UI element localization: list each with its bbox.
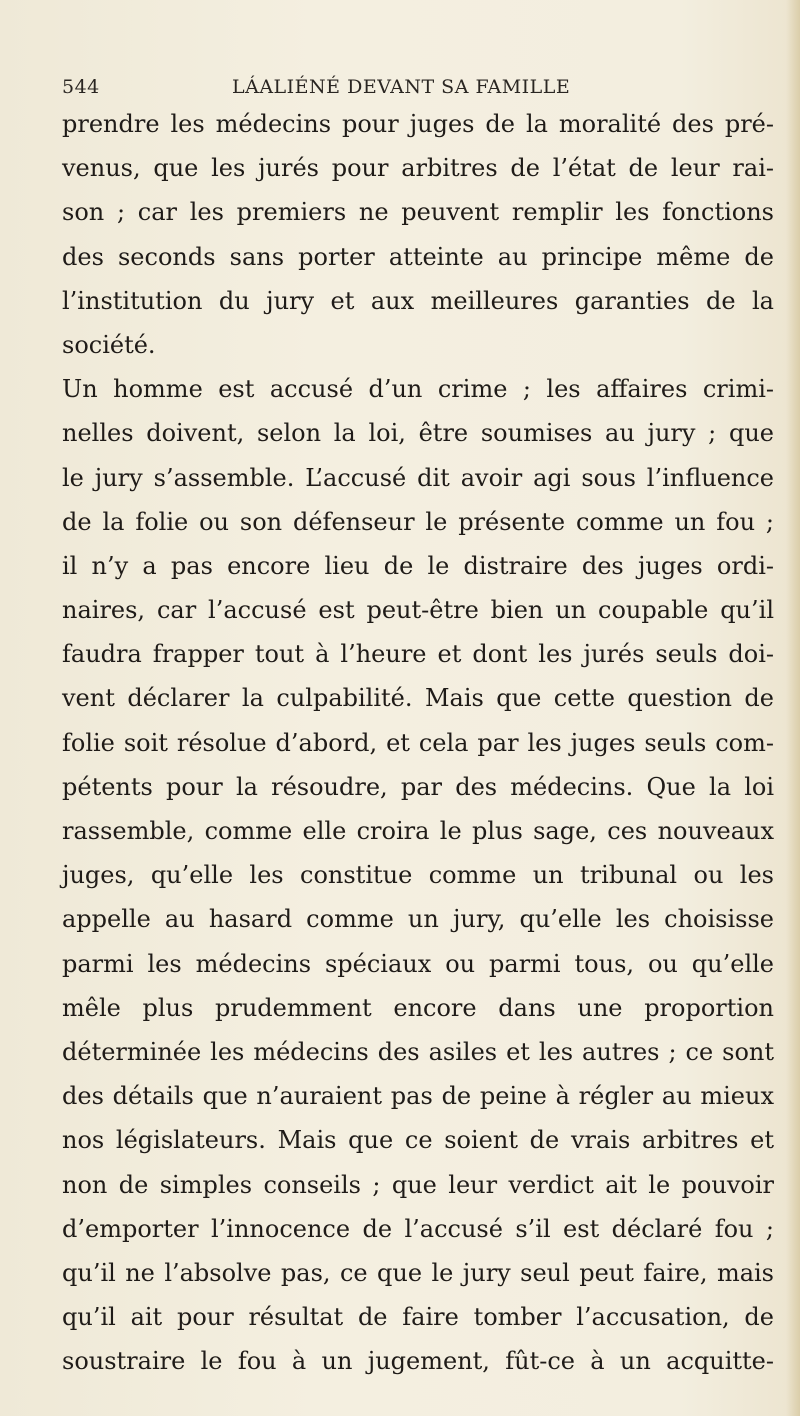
text-line: non de simples conseils ; que leur verdict ait le pouvoir <box>62 1170 774 1199</box>
page-number: 544 <box>62 76 100 98</box>
text-line: il n’y a pas encore lieu de le distraire des juges ordi- <box>62 551 774 580</box>
text-line: juges, qu’elle les constitue comme un tribunal ou les <box>62 861 774 890</box>
body-text <box>62 102 774 1383</box>
text-line: naires, car l’accusé est peut-être bien un coupable qu’il <box>62 596 774 625</box>
text-line: le jury s’assemble. L’accusé dit avoir agi sous l’influence <box>62 463 774 492</box>
text-line: soustraire le fou à un jugement, fût-ce à un acquitte- <box>62 1347 774 1376</box>
text-line: appelle au hasard comme un jury, qu’elle les choisisse <box>62 905 774 934</box>
running-head-title: LÁALIÉNÉ DEVANT SA FAMILLE <box>232 76 571 98</box>
text-line: venus, que les jurés pour arbitres de l’état de leur rai- <box>62 154 774 183</box>
text-line: parmi les médecins spéciaux ou parmi tous, ou qu’elle <box>62 949 774 978</box>
text-line: l’institution du jury et aux meilleures garanties de la <box>62 286 774 315</box>
text-line: société. <box>62 330 156 359</box>
text-line: qu’il ait pour résultat de faire tomber l’accusation, de <box>62 1303 774 1332</box>
text-line: prendre les médecins pour juges de la moralité des pré- <box>62 110 774 138</box>
text-line: son ; car les premiers ne peuvent remplir les fonctions <box>62 198 774 227</box>
paragraph-start-line: Un homme est accusé d’un crime ; les affaires crimi- <box>62 375 774 404</box>
text-line: rassemble, comme elle croira le plus sage, ces nouveaux <box>62 817 774 845</box>
text-line: des détails que n’auraient pas de peine à régler au mieux <box>62 1082 774 1111</box>
text-line: faudra frapper tout à l’heure et dont les jurés seuls doi- <box>62 640 774 669</box>
text-line: nos législateurs. Mais que ce soient de vrais arbitres et <box>62 1126 774 1155</box>
text-line: vent déclarer la culpabilité. Mais que cette question de <box>62 684 774 713</box>
text-line: des seconds sans porter atteinte au principe même de <box>62 242 774 271</box>
page-edge-shadow <box>786 0 800 1416</box>
text-line: de la folie ou son défenseur le présente comme un fou ; <box>62 507 774 536</box>
text-line: mêle plus prudemment encore dans une proportion <box>62 993 774 1022</box>
text-line: d’emporter l’innocence de l’accusé s’il est déclaré fou ; <box>62 1214 774 1243</box>
text-line: folie soit résolue d’abord, et cela par les juges seuls com- <box>62 728 774 757</box>
text-line: déterminée les médecins des asiles et les autres ; ce sont <box>62 1037 774 1066</box>
text-line: nelles doivent, selon la loi, être soumises au jury ; que <box>62 419 774 448</box>
text-line: pétents pour la résoudre, par des médecins. Que la loi <box>62 772 774 801</box>
text-line: qu’il ne l’absolve pas, ce que le jury seul peut faire, mais <box>62 1258 774 1287</box>
